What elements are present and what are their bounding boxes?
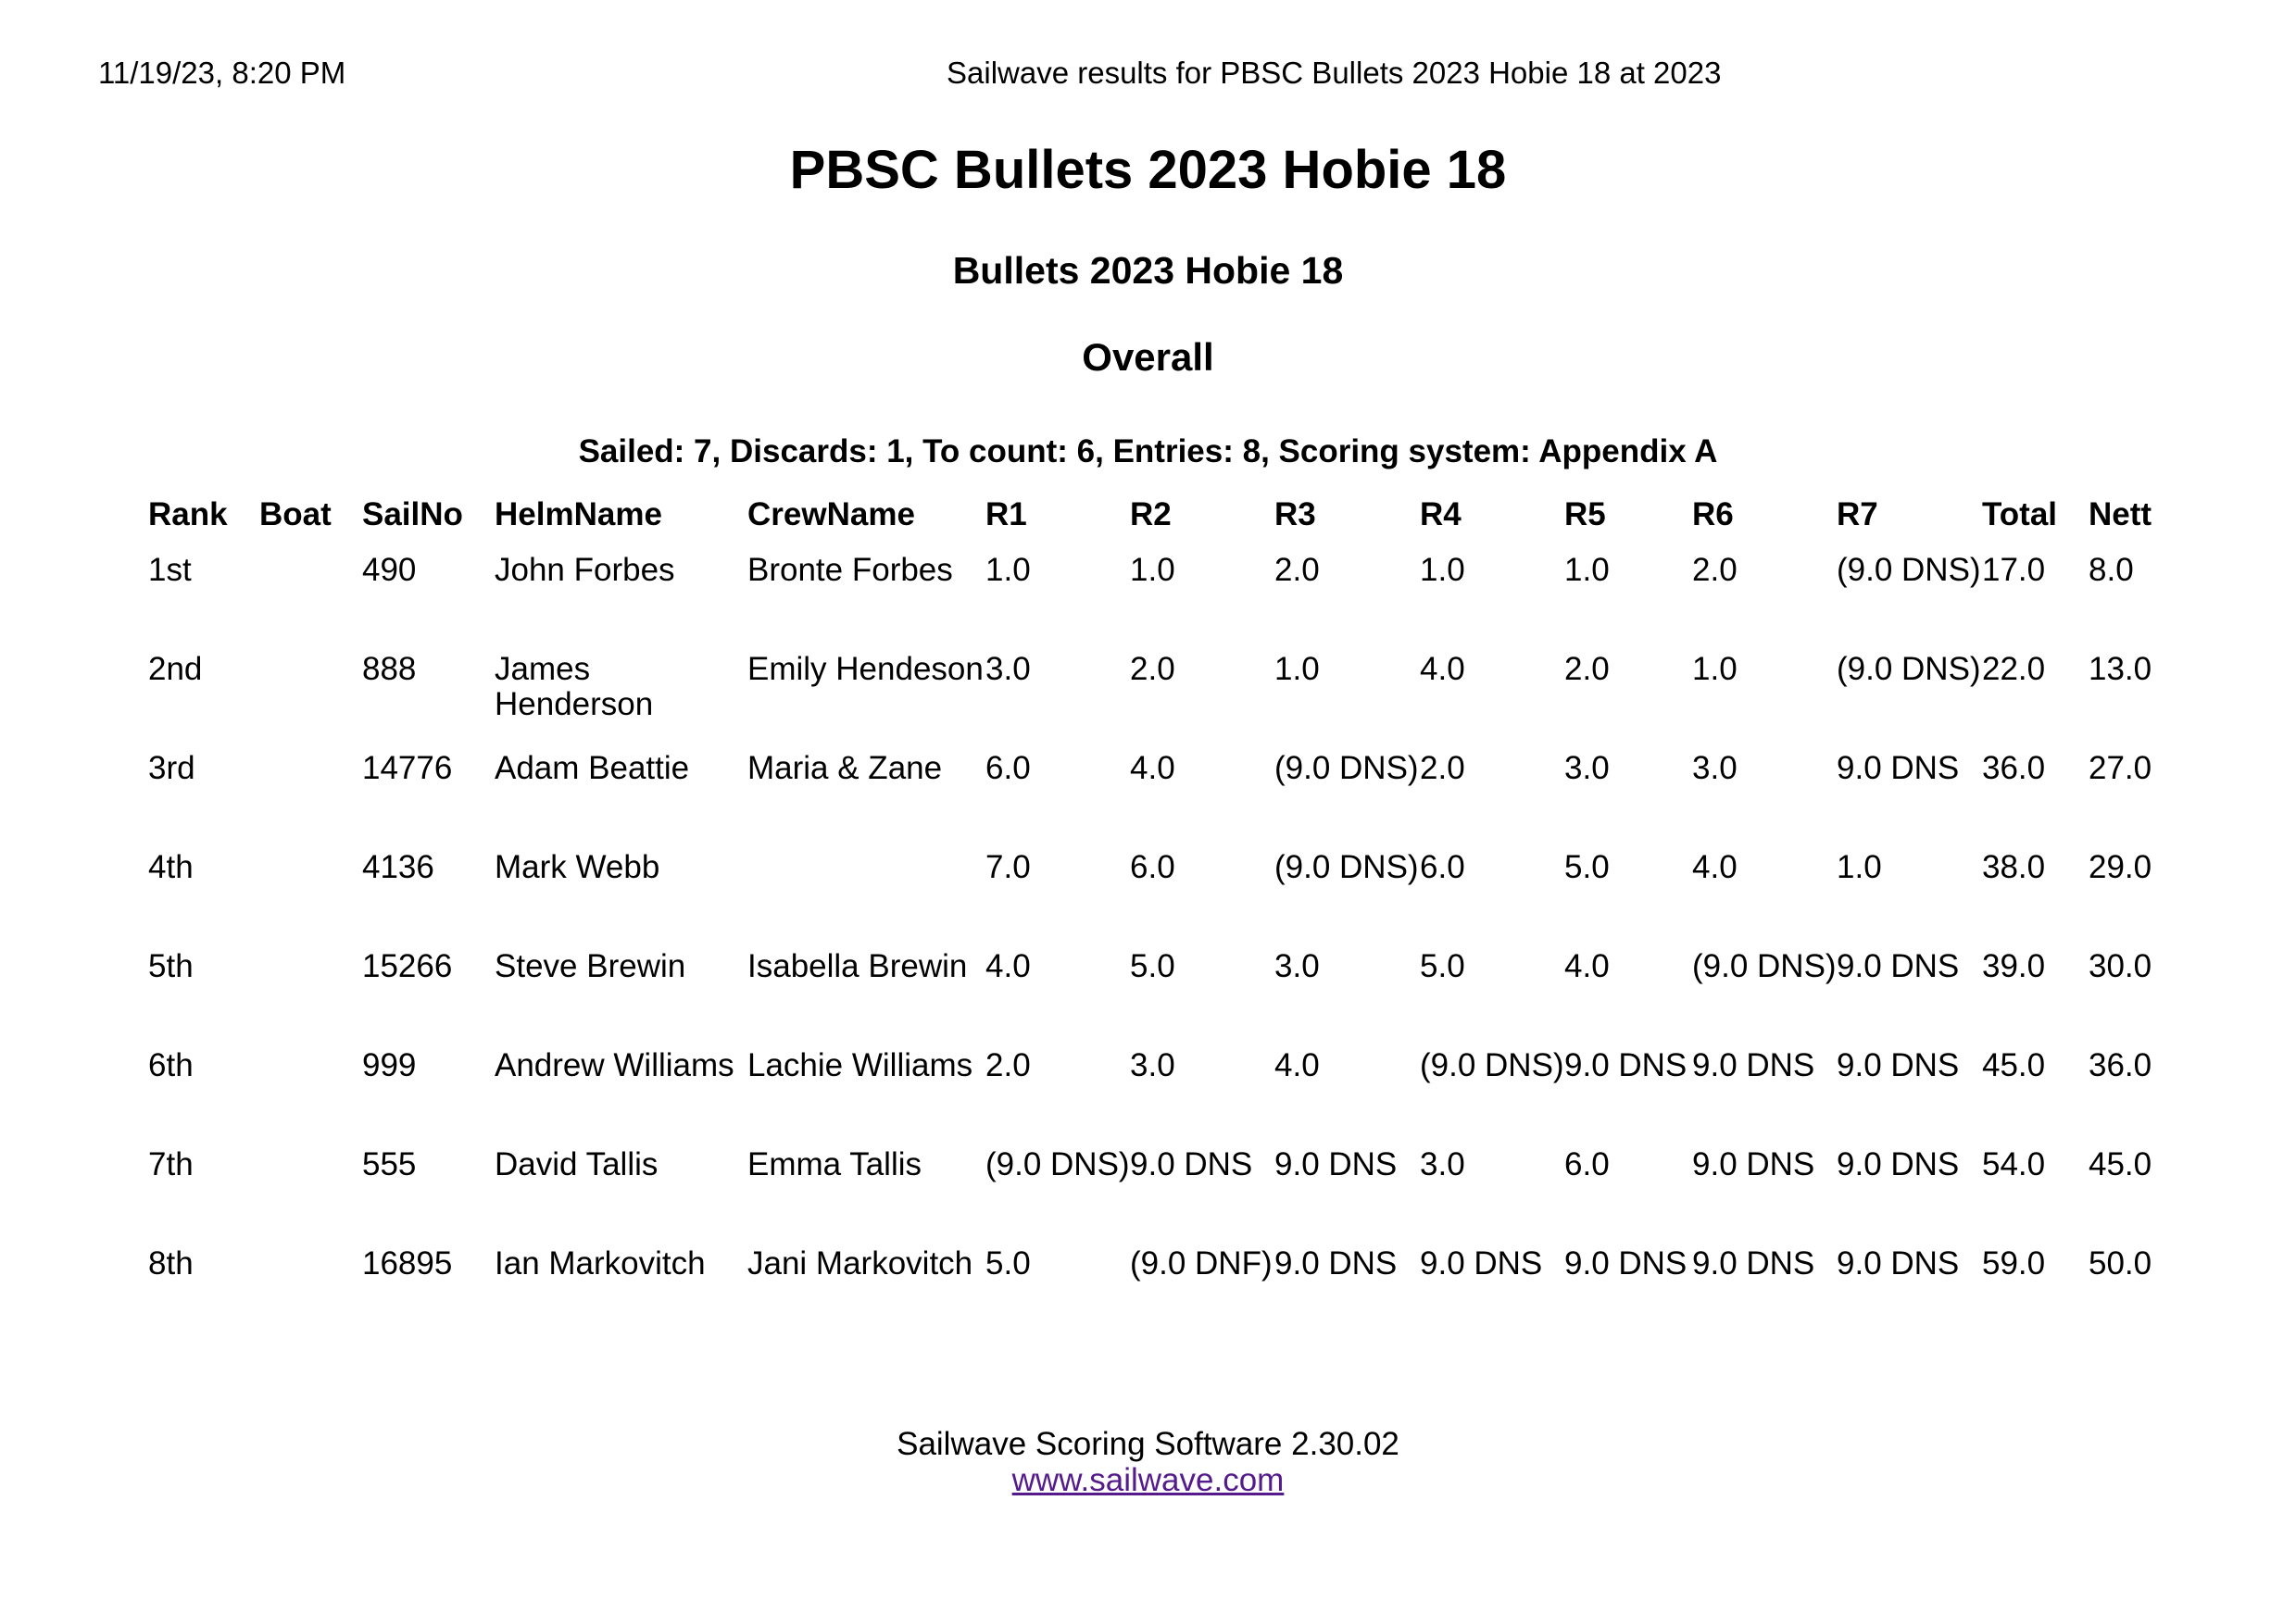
table-row <box>148 751 2190 850</box>
cell-r1: 5.0 <box>985 1245 1031 1282</box>
cell-r3: 9.0 DNS <box>1274 1146 1398 1182</box>
cell-nett: 29.0 <box>2089 849 2152 885</box>
cell-total: 22.0 <box>1982 651 2046 687</box>
column-header-r4: R4 <box>1420 496 1462 532</box>
cell-r4: 6.0 <box>1420 849 1465 885</box>
cell-r4: 1.0 <box>1420 552 1465 588</box>
cell-helmname: John Forbes <box>495 552 675 588</box>
results-table <box>148 493 2190 1345</box>
cell-sailno: 14776 <box>362 750 453 786</box>
cell-r4: 4.0 <box>1420 651 1465 687</box>
column-header-r1: R1 <box>985 496 1027 532</box>
cell-rank: 3rd <box>148 750 195 786</box>
cell-nett: 50.0 <box>2089 1245 2152 1282</box>
cell-r6: 4.0 <box>1692 849 1738 885</box>
cell-nett: 27.0 <box>2089 750 2152 786</box>
table-header-row <box>148 493 2190 553</box>
cell-helmname: Mark Webb <box>495 849 660 885</box>
table-row <box>148 1048 2190 1147</box>
cell-r1: 6.0 <box>985 750 1031 786</box>
cell-boat <box>259 949 362 1048</box>
cell-crewname: Maria & Zane <box>747 750 943 786</box>
cell-nett: 8.0 <box>2089 552 2134 588</box>
cell-boat <box>259 1147 362 1246</box>
cell-boat <box>259 652 362 751</box>
cell-r2: 5.0 <box>1130 948 1175 984</box>
cell-crewname: Emily Hendeson <box>747 651 984 687</box>
cell-r2: 2.0 <box>1130 651 1175 687</box>
cell-crewname: Emma Tallis <box>747 1146 922 1182</box>
column-header-r6: R6 <box>1692 496 1734 532</box>
cell-total: 38.0 <box>1982 849 2046 885</box>
cell-crewname <box>747 850 985 949</box>
cell-helmname: Steve Brewin <box>495 948 686 984</box>
cell-r6: 1.0 <box>1692 651 1738 687</box>
cell-nett: 13.0 <box>2089 651 2152 687</box>
table-row <box>148 949 2190 1048</box>
cell-r3: (9.0 DNS) <box>1274 750 1419 786</box>
cell-sailno: 999 <box>362 1047 417 1083</box>
column-header-sailno: SailNo <box>362 496 463 532</box>
table-row <box>148 553 2190 652</box>
cell-rank: 7th <box>148 1146 194 1182</box>
cell-rank: 5th <box>148 948 194 984</box>
footer <box>0 1426 2296 1498</box>
software-credit: Sailwave Scoring Software 2.30.02 <box>897 1426 1399 1462</box>
cell-sailno: 15266 <box>362 948 453 984</box>
cell-total: 54.0 <box>1982 1146 2046 1182</box>
cell-r5: 5.0 <box>1564 849 1610 885</box>
cell-r5: 2.0 <box>1564 651 1610 687</box>
cell-rank: 6th <box>148 1047 194 1083</box>
cell-r3: 3.0 <box>1274 948 1320 984</box>
cell-total: 36.0 <box>1982 750 2046 786</box>
cell-rank: 4th <box>148 849 194 885</box>
cell-nett: 45.0 <box>2089 1146 2152 1182</box>
cell-helmname: David Tallis <box>495 1146 659 1182</box>
cell-r4: 5.0 <box>1420 948 1465 984</box>
cell-r5: 6.0 <box>1564 1146 1610 1182</box>
column-header-r5: R5 <box>1564 496 1606 532</box>
cell-r7: 9.0 DNS <box>1837 1047 1960 1083</box>
print-datetime: 11/19/23, 8:20 PM <box>98 56 346 90</box>
cell-r2: 1.0 <box>1130 552 1175 588</box>
cell-r7: (9.0 DNS) <box>1837 651 1981 687</box>
cell-nett: 30.0 <box>2089 948 2152 984</box>
column-header-crewname: CrewName <box>747 496 915 532</box>
cell-rank: 8th <box>148 1245 194 1282</box>
print-page-title: Sailwave results for PBSC Bullets 2023 Hobie 18 at 2023 <box>947 56 1722 90</box>
cell-r4: 2.0 <box>1420 750 1465 786</box>
cell-rank: 1st <box>148 552 192 588</box>
cell-crewname: Bronte Forbes <box>747 552 953 588</box>
cell-r2: 3.0 <box>1130 1047 1175 1083</box>
cell-r3: 2.0 <box>1274 552 1320 588</box>
cell-r7: 9.0 DNS <box>1837 750 1960 786</box>
column-header-rank: Rank <box>148 496 228 532</box>
cell-r2: (9.0 DNF) <box>1130 1245 1273 1282</box>
cell-r1: 4.0 <box>985 948 1031 984</box>
cell-r3: (9.0 DNS) <box>1274 849 1419 885</box>
cell-r6: (9.0 DNS) <box>1692 948 1837 984</box>
cell-crewname: Jani Markovitch <box>747 1245 973 1282</box>
cell-r5: 9.0 DNS <box>1564 1245 1687 1282</box>
cell-total: 39.0 <box>1982 948 2046 984</box>
cell-boat <box>259 850 362 949</box>
cell-nett: 36.0 <box>2089 1047 2152 1083</box>
cell-sailno: 490 <box>362 552 417 588</box>
column-header-r7: R7 <box>1837 496 1878 532</box>
cell-r6: 9.0 DNS <box>1692 1245 1815 1282</box>
table-body <box>148 553 2190 1345</box>
cell-boat <box>259 1246 362 1345</box>
table-row <box>148 850 2190 949</box>
cell-r2: 4.0 <box>1130 750 1175 786</box>
cell-r4: 9.0 DNS <box>1420 1245 1543 1282</box>
cell-helmname: Adam Beattie <box>495 750 690 786</box>
cell-r2: 9.0 DNS <box>1130 1146 1253 1182</box>
cell-r3: 9.0 DNS <box>1274 1245 1398 1282</box>
cell-r2: 6.0 <box>1130 849 1175 885</box>
cell-total: 17.0 <box>1982 552 2046 588</box>
cell-r7: 9.0 DNS <box>1837 1245 1960 1282</box>
cell-r7: 9.0 DNS <box>1837 948 1960 984</box>
cell-helmname: Andrew Williams <box>495 1047 734 1083</box>
cell-r6: 3.0 <box>1692 750 1738 786</box>
cell-r6: 9.0 DNS <box>1692 1146 1815 1182</box>
cell-total: 45.0 <box>1982 1047 2046 1083</box>
cell-helmname: James Henderson <box>495 651 654 722</box>
cell-boat <box>259 751 362 850</box>
cell-crewname: Lachie Williams <box>747 1047 973 1083</box>
column-header-r3: R3 <box>1274 496 1316 532</box>
cell-r7: 9.0 DNS <box>1837 1146 1960 1182</box>
cell-boat <box>259 1048 362 1147</box>
cell-r4: 3.0 <box>1420 1146 1465 1182</box>
cell-sailno: 16895 <box>362 1245 453 1282</box>
cell-r1: (9.0 DNS) <box>985 1146 1130 1182</box>
cell-r6: 9.0 DNS <box>1692 1047 1815 1083</box>
series-subtitle: Bullets 2023 Hobie 18 <box>952 249 1344 292</box>
column-header-nett: Nett <box>2089 496 2152 532</box>
section-heading: Overall <box>1082 335 1214 379</box>
cell-sailno: 888 <box>362 651 417 687</box>
cell-r5: 9.0 DNS <box>1564 1047 1687 1083</box>
cell-r4: (9.0 DNS) <box>1420 1047 1564 1083</box>
cell-r5: 3.0 <box>1564 750 1610 786</box>
series-summary: Sailed: 7, Discards: 1, To count: 6, Entries: 8, Scoring system: Appendix A <box>578 433 1718 469</box>
cell-r7: (9.0 DNS) <box>1837 552 1981 588</box>
cell-boat <box>259 553 362 652</box>
cell-r1: 2.0 <box>985 1047 1031 1083</box>
column-header-total: Total <box>1982 496 2058 532</box>
cell-sailno: 4136 <box>362 849 434 885</box>
cell-r6: 2.0 <box>1692 552 1738 588</box>
cell-r7: 1.0 <box>1837 849 1882 885</box>
cell-r1: 3.0 <box>985 651 1031 687</box>
table-row <box>148 1147 2190 1246</box>
cell-r5: 1.0 <box>1564 552 1610 588</box>
cell-sailno: 555 <box>362 1146 417 1182</box>
column-header-r2: R2 <box>1130 496 1172 532</box>
cell-total: 59.0 <box>1982 1245 2046 1282</box>
table-row <box>148 652 2190 751</box>
cell-r1: 1.0 <box>985 552 1031 588</box>
page-title: PBSC Bullets 2023 Hobie 18 <box>789 140 1507 200</box>
cell-r5: 4.0 <box>1564 948 1610 984</box>
column-header-helmname: HelmName <box>495 496 662 532</box>
sailwave-link[interactable]: www.sailwave.com <box>1011 1462 1285 1498</box>
cell-helmname: Ian Markovitch <box>495 1245 706 1282</box>
table-row <box>148 1246 2190 1345</box>
cell-crewname: Isabella Brewin <box>747 948 968 984</box>
cell-rank: 2nd <box>148 651 203 687</box>
cell-r3: 1.0 <box>1274 651 1320 687</box>
cell-r3: 4.0 <box>1274 1047 1320 1083</box>
column-header-boat: Boat <box>259 496 332 532</box>
cell-r1: 7.0 <box>985 849 1031 885</box>
